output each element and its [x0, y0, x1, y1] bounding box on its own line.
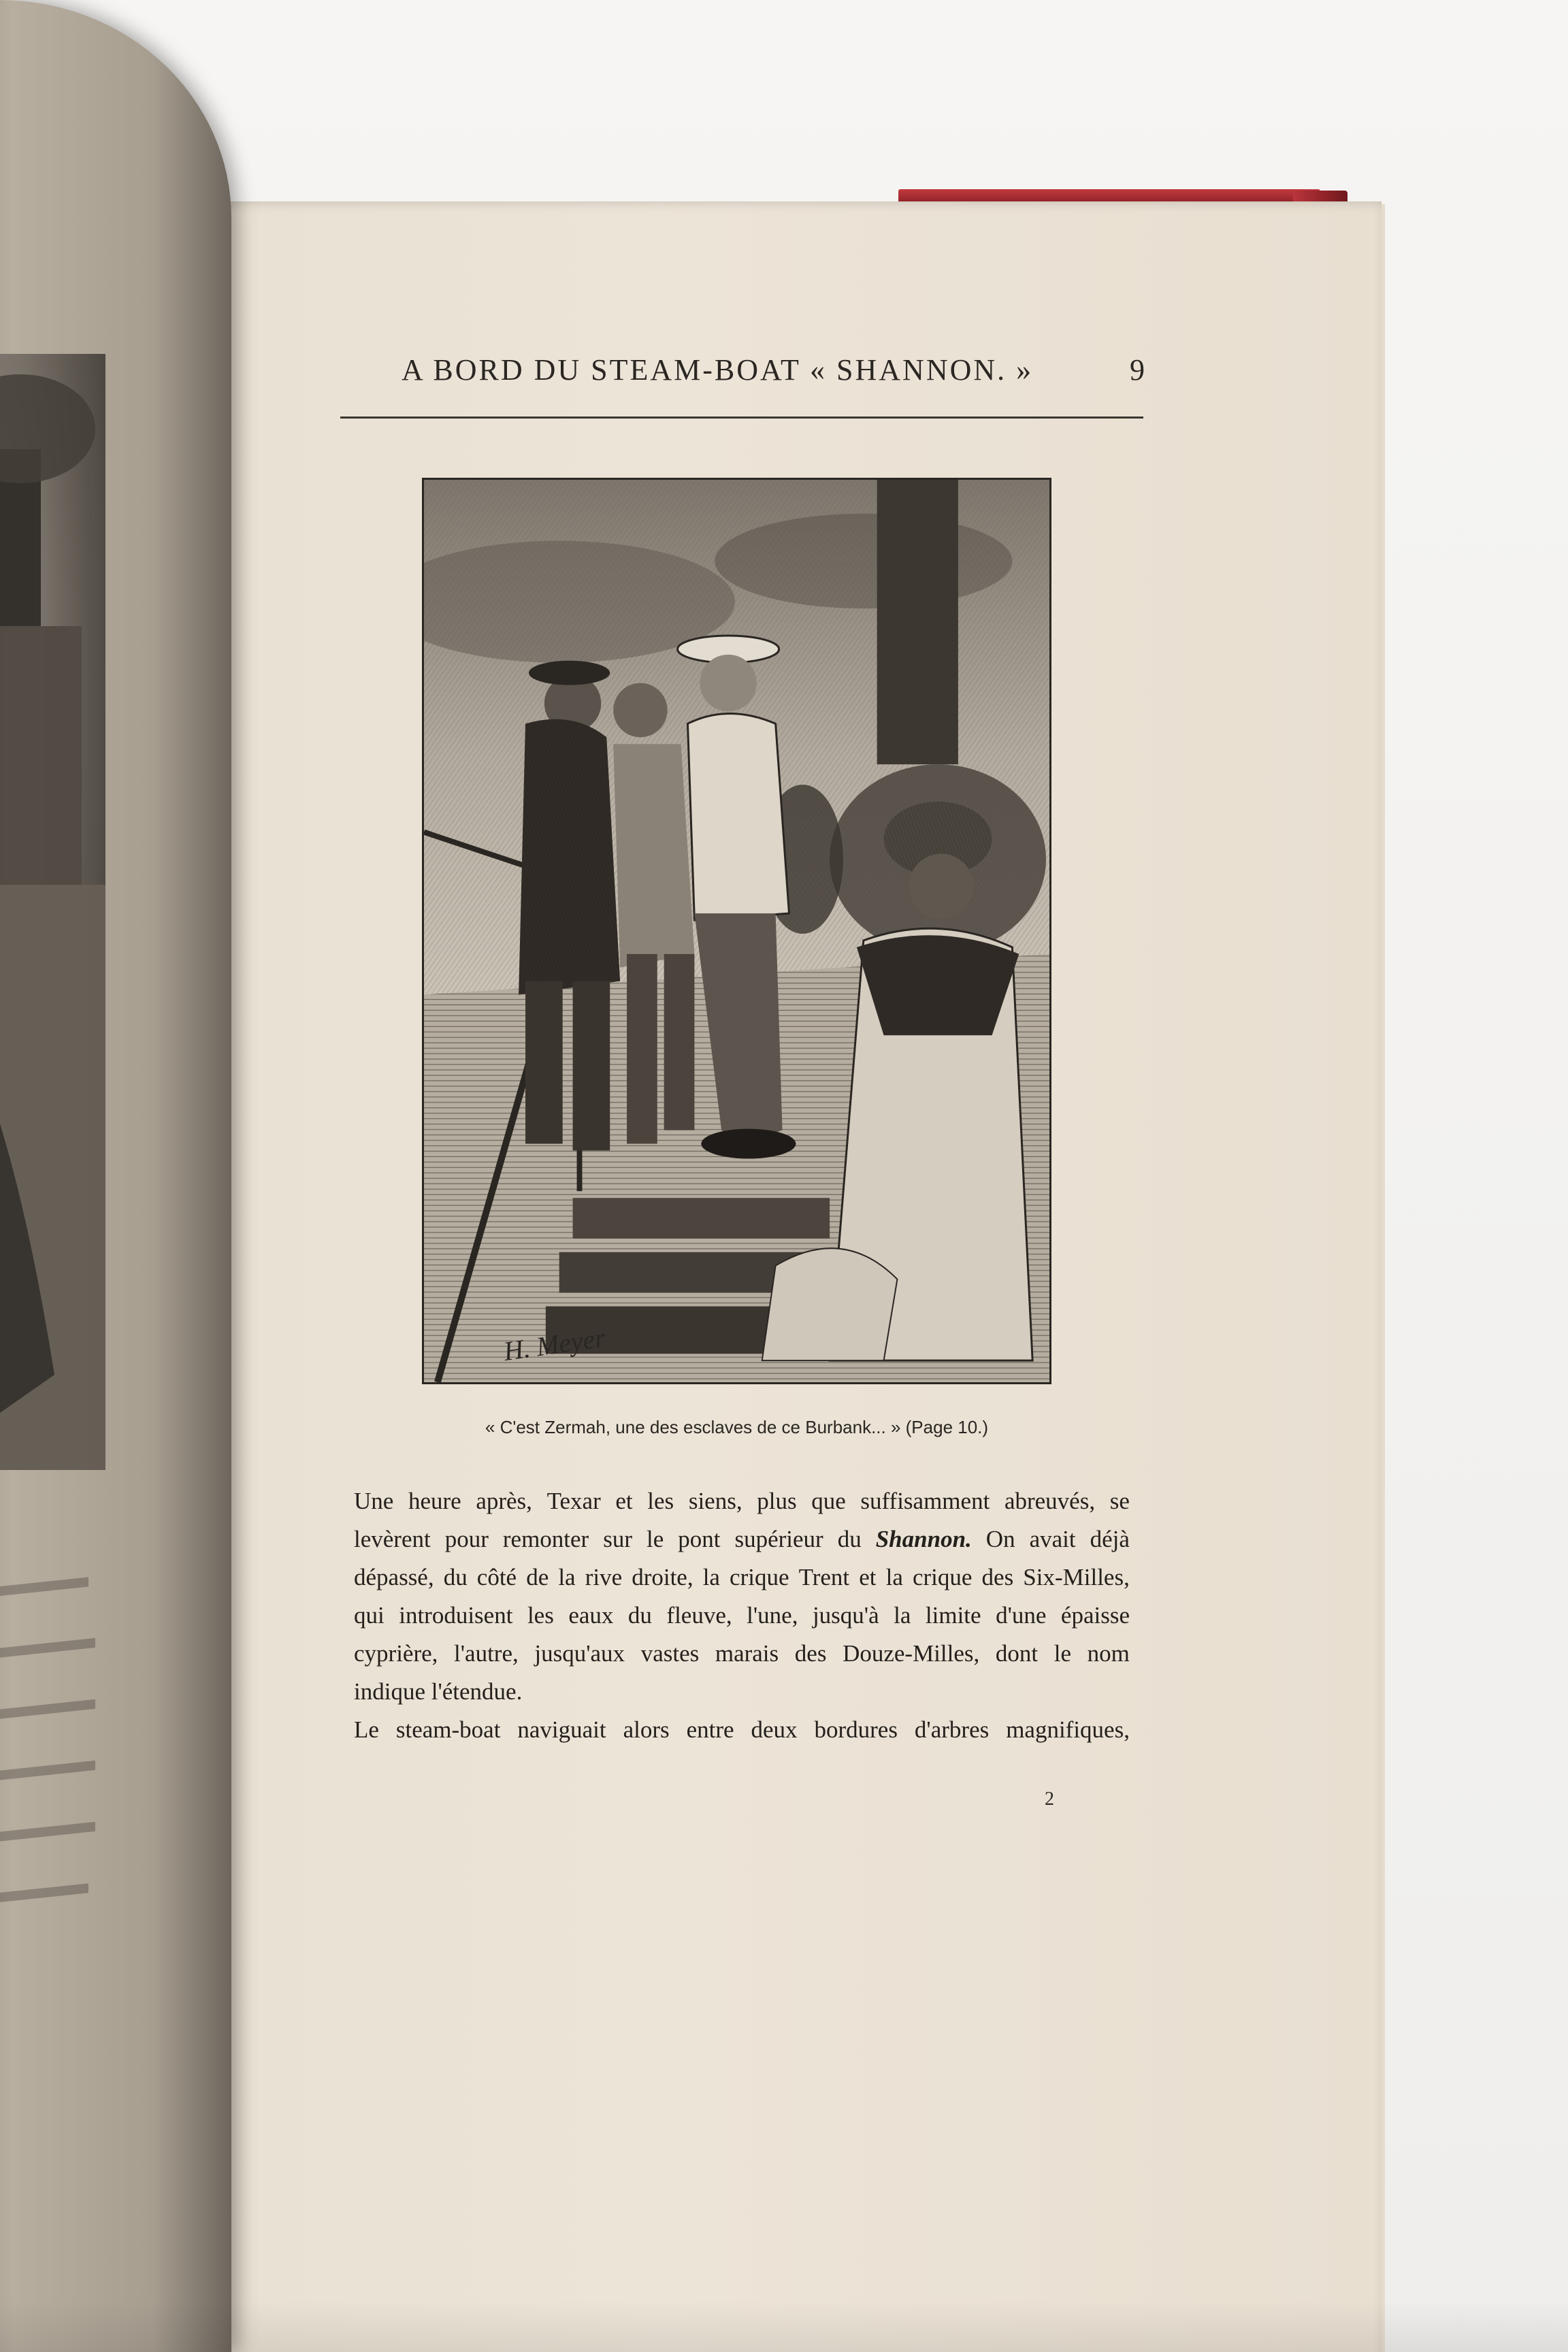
word: Shannon. — [875, 1526, 972, 1552]
word: de — [526, 1564, 549, 1590]
text-line — [354, 1482, 1130, 1520]
left-page-text-line — [0, 1638, 95, 1665]
word: bordures — [814, 1716, 898, 1743]
word: remonter — [502, 1526, 589, 1552]
word: deux — [751, 1716, 798, 1743]
engraver-signature: H. Meyer — [502, 1322, 608, 1367]
left-page-text-line — [0, 1699, 95, 1727]
word: Six-Milles, — [1023, 1564, 1130, 1590]
word: que — [811, 1488, 846, 1514]
text-line — [354, 1711, 1130, 1749]
word: rive — [585, 1564, 623, 1590]
word: d'arbres — [914, 1716, 990, 1743]
word: après, — [476, 1488, 532, 1514]
word: Une — [354, 1488, 394, 1514]
text-line — [354, 1635, 1130, 1673]
word: marais — [715, 1640, 779, 1667]
word: et — [859, 1564, 877, 1590]
word: du — [627, 1602, 652, 1629]
word: pont — [678, 1526, 721, 1552]
word: magnifiques, — [1006, 1716, 1130, 1743]
word: Trent — [798, 1564, 850, 1590]
word: plus — [757, 1488, 797, 1514]
word: crique — [730, 1564, 789, 1590]
word: eaux — [568, 1602, 614, 1629]
engraving-drawing — [424, 480, 1049, 1382]
word: siens, — [688, 1488, 742, 1514]
word: pour — [444, 1526, 489, 1552]
word: steam-boat — [395, 1716, 501, 1743]
left-page-text-line — [0, 1761, 95, 1788]
text-line — [354, 1558, 1130, 1597]
word: les — [527, 1602, 554, 1629]
bottom-shadow — [0, 2300, 1568, 2352]
word: dépassé, — [354, 1564, 434, 1590]
text-line — [354, 1597, 1130, 1635]
word: On — [985, 1526, 1015, 1552]
left-page-text-line — [0, 1883, 88, 1910]
word: jusqu'aux — [534, 1640, 625, 1667]
book-cover-top-edge — [898, 189, 1320, 203]
word: épaisse — [1060, 1602, 1130, 1629]
word: Texar — [546, 1488, 601, 1514]
word: se — [1109, 1488, 1130, 1514]
left-page-text-line — [0, 1822, 95, 1849]
word: le — [646, 1526, 664, 1552]
illustration-caption: « C'est Zermah, une des esclaves de ce Burbank... » (Page 10.) — [485, 1417, 989, 1437]
word: indique l'étendue. — [354, 1678, 523, 1705]
header-rule — [340, 416, 1143, 419]
word: du — [443, 1564, 468, 1590]
engraving-illustration — [422, 478, 1051, 1384]
signature-mark: 2 — [1045, 1788, 1054, 1810]
word: crique — [912, 1564, 973, 1590]
text-line — [354, 1520, 1130, 1558]
word: côté — [476, 1564, 517, 1590]
word: dont — [995, 1640, 1039, 1667]
word: la — [558, 1564, 576, 1590]
word: le — [1054, 1640, 1072, 1667]
word: les — [647, 1488, 674, 1514]
word: jusqu'à — [812, 1602, 879, 1629]
word: du — [837, 1526, 862, 1552]
word: droite, — [632, 1564, 693, 1590]
word: des — [981, 1564, 1014, 1590]
word: d'une — [996, 1602, 1047, 1629]
word: suffisamment — [860, 1488, 990, 1514]
word: alors — [623, 1716, 670, 1743]
word: supérieur — [734, 1526, 823, 1552]
word: la — [702, 1564, 720, 1590]
word: l'une, — [747, 1602, 798, 1629]
page-number: 9 — [1130, 353, 1145, 387]
word: cyprière, — [354, 1640, 438, 1667]
word: avait — [1029, 1526, 1076, 1552]
body-text — [354, 1482, 1130, 1749]
word: heure — [408, 1488, 461, 1514]
text-line — [354, 1673, 1130, 1711]
word: des — [794, 1640, 827, 1667]
word: limite — [925, 1602, 981, 1629]
word: naviguait — [517, 1716, 606, 1743]
word: vastes — [640, 1640, 700, 1667]
word: la — [894, 1602, 911, 1629]
word: entre — [686, 1716, 734, 1743]
running-head: A BORD DU STEAM-BOAT « SHANNON. » — [402, 353, 1034, 387]
word: l'autre, — [454, 1640, 519, 1667]
word: la — [885, 1564, 903, 1590]
left-page-text-line — [0, 1577, 88, 1603]
word: Douze-Milles, — [843, 1640, 980, 1667]
word: fleuve, — [666, 1602, 732, 1629]
left-page-illustration — [0, 354, 105, 1470]
word: abreuvés, — [1004, 1488, 1096, 1514]
word: levèrent — [354, 1526, 431, 1552]
word: introduisent — [399, 1602, 513, 1629]
word: qui — [354, 1602, 385, 1629]
word: déjà — [1090, 1526, 1130, 1552]
word: Le — [354, 1716, 379, 1743]
left-page-curled — [0, 0, 231, 2352]
word: et — [615, 1488, 633, 1514]
word: nom — [1087, 1640, 1130, 1667]
word: sur — [603, 1526, 632, 1552]
